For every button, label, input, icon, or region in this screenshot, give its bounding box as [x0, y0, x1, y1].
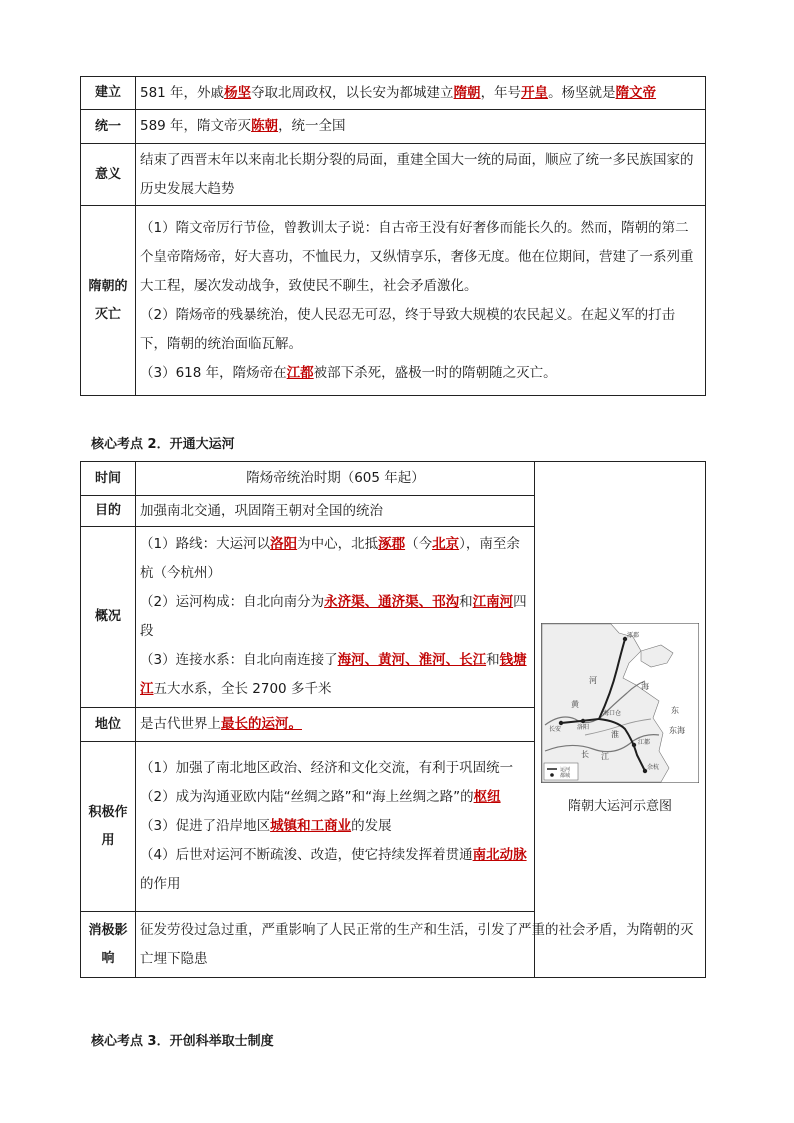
paragraph [140, 530, 531, 588]
map-legend-canal: 运河 [560, 766, 571, 773]
sui-founding-table [80, 76, 706, 396]
map-label-huai: 淮 [611, 729, 619, 739]
map-city-luoyang [581, 718, 585, 722]
map-label-jiangdu: 江都 [638, 738, 651, 746]
paragraph [140, 497, 531, 526]
key-term: 开皇 [521, 84, 549, 101]
row-header-status: 地位 [81, 708, 136, 742]
text-run: 是古代世界上 [140, 716, 221, 732]
paragraph [140, 646, 531, 704]
row-content-overview [136, 527, 535, 708]
key-term: 杨坚 [224, 84, 252, 101]
map-legend [544, 763, 578, 780]
key-term: 钱塘江 [140, 652, 527, 697]
paragraph [140, 359, 702, 388]
row-content-unification [136, 110, 706, 144]
key-term: 城镇和工商业 [270, 818, 352, 834]
paragraph [140, 841, 531, 899]
text-run: （2）成为沟通亚欧内陆“丝绸之路”和“海上丝绸之路”的 [140, 789, 474, 805]
key-term: 隋文帝 [615, 84, 657, 101]
row-founding [81, 77, 706, 110]
map-label-yuhang: 余杭 [647, 763, 660, 771]
section-3-title: 核心考点 3．开创科举取士制度 [91, 1034, 274, 1049]
row-content-founding [136, 77, 706, 110]
text-run: （3）促进了沿岸地区 [140, 818, 271, 834]
map-label-dong: 东 [671, 705, 679, 715]
text-run: （今 [405, 536, 433, 552]
map-label-donghai: 东海 [669, 725, 685, 735]
text-run: 和 [459, 594, 473, 610]
row-header-founding: 建立 [81, 77, 136, 110]
paragraph [140, 916, 702, 974]
text-run: 581 年，外戚 [140, 84, 225, 101]
sui-grand-canal-map [541, 623, 699, 783]
paragraph [140, 214, 702, 301]
text-run: 加强南北交通，巩固隋王朝对全国的统治 [140, 502, 383, 519]
text-run: ），南至余杭（今杭州） [140, 536, 520, 581]
text-run: 五大水系，全长 2700 多千米 [153, 681, 332, 697]
text-run: （1）隋文帝厉行节俭，曾教训太子说：自古帝王没有好奢侈而能长久的。然而，隋朝的第二个皇帝隋炀帝，好大喜功，不恤民力，又纵情享乐，奢侈无度。他在位期间，营建了一系列重大工程，屡次发动战争，致使民不聊生，社会矛盾激化。 [140, 219, 694, 294]
row-content-negative [136, 912, 706, 978]
map-legend-capital: 都城 [560, 772, 571, 779]
map-label-haikoucang: 海口仓 [603, 709, 622, 717]
canal-map-cell [535, 462, 706, 978]
text-run: 为中心，北抵 [297, 536, 379, 552]
row-content-time: 隋炀帝统治时期（605 年起） [136, 462, 535, 496]
map-label-huang: 黄 [571, 699, 579, 709]
row-content-purpose [136, 496, 535, 527]
text-run: 589 年，隋文帝灭 [140, 118, 252, 134]
row-header-positive: 积极作用 [81, 742, 136, 912]
map-caption: 隋朝大运河示意图 [567, 798, 672, 814]
row-unification [81, 110, 706, 144]
key-term: 江都 [286, 364, 314, 381]
key-term: 枢纽 [473, 789, 501, 805]
text-run: 被部下杀死，盛极一时的隋朝随之灭亡。 [313, 364, 557, 381]
row-negative-effects [81, 912, 706, 978]
map-label-luoyang: 洛阳 [577, 723, 590, 731]
text-run: 的作用 [140, 876, 181, 892]
row-content-significance [136, 144, 706, 206]
key-term: 涿郡 [378, 536, 406, 552]
text-run: （2）隋炀帝的残暴统治，使人民忍无可忍，终于导致大规模的农民起义。在起义军的打击下，隋朝的统治面临瓦解。 [140, 306, 676, 352]
row-header-time: 时间 [81, 462, 136, 496]
row-significance [81, 144, 706, 206]
key-term: 南北动脉 [472, 847, 527, 863]
map-label-changan: 长安 [549, 725, 562, 733]
text-run: 四段 [140, 594, 527, 639]
key-term: 最长的运河。 [221, 716, 302, 732]
map-city-jiangdu [632, 742, 636, 746]
paragraph [140, 783, 531, 812]
key-term: 洛阳 [270, 536, 298, 552]
map-label-jiang: 江 [601, 751, 609, 761]
text-run: 的发展 [351, 818, 392, 834]
paragraph [140, 754, 531, 783]
row-header-significance: 意义 [81, 144, 136, 206]
row-header-fall: 隋朝的灭亡 [81, 206, 136, 396]
key-term: 永济渠、通济渠、邗沟 [324, 594, 460, 610]
section-2-title: 核心考点 2．开通大运河 [91, 437, 235, 452]
row-header-overview: 概况 [81, 527, 136, 708]
key-term: 北京 [432, 536, 460, 552]
text-run: ，统一全国 [278, 118, 346, 134]
row-header-purpose: 目的 [81, 496, 136, 527]
text-run: （3）连接水系：自北向南连接了 [140, 652, 338, 668]
text-run: 和 [486, 652, 500, 668]
row-header-negative: 消极影响 [81, 912, 136, 978]
row-content-positive [136, 742, 535, 912]
paragraph [140, 812, 531, 841]
text-run: （4）后世对运河不断疏浚、改造，使它持续发挥着贯通 [140, 847, 473, 863]
grand-canal-table [80, 461, 706, 978]
map-label-he: 河 [589, 675, 597, 685]
text-run: 结束了西晋末年以来南北长期分裂的局面，重建全国大一统的局面，顺应了统一多民族国家的历史发展大趋势 [140, 151, 694, 197]
text-run: 夺取北周政权，以长安为都城建立 [251, 84, 454, 101]
map-label-hai: 海 [641, 681, 649, 691]
paragraph [140, 588, 531, 646]
key-term: 陈朝 [251, 118, 279, 134]
row-content-fall [136, 206, 706, 396]
row-content-status [136, 708, 535, 742]
map-city-changan [559, 720, 563, 724]
map-label-chang: 长 [581, 749, 589, 759]
key-term: 江南河 [472, 594, 514, 610]
map-label-zhuojun: 涿郡 [627, 631, 640, 639]
text-run: 。杨坚就是 [548, 84, 616, 101]
key-term: 海河、黄河、淮河、长江 [337, 652, 487, 668]
key-term: 隋朝 [453, 84, 481, 101]
text-run: （1）加强了南北地区政治、经济和文化交流，有利于巩固统一 [140, 760, 514, 776]
text-run: ，年号 [480, 84, 522, 101]
row-fall [81, 206, 706, 396]
row-time [81, 462, 706, 496]
text-run: （1）路线：大运河以 [140, 536, 271, 552]
text-run: （2）运河构成：自北向南分为 [140, 594, 325, 610]
paragraph [140, 301, 702, 359]
row-header-unification: 统一 [81, 110, 136, 144]
text-run: （3）618 年，隋炀帝在 [140, 364, 287, 381]
text-run: 征发劳役过急过重，严重影响了人民正常的生产和生活，引发了严重的社会矛盾，为隋朝的灭亡埋下隐患 [140, 921, 694, 967]
paragraph [140, 710, 531, 739]
